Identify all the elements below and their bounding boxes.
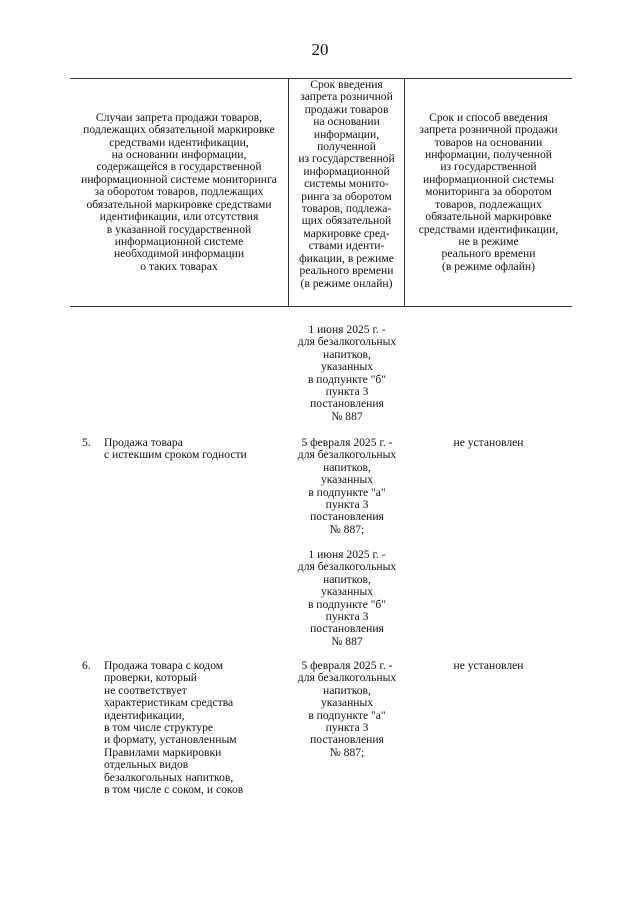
header-offline-deadline [405, 79, 572, 306]
header-cases [70, 79, 288, 306]
header-online-deadline [289, 79, 404, 306]
restrictions-table [70, 78, 572, 307]
row-5-number: 5. [82, 436, 91, 449]
header-cases-text: Случаи запрета продажи товаров, подлежащих обязательной маркировке средствами идентификации, на основании информации, содержащейся в государственной информационной системе мониторинга за оборотом товаров, подлежащих обязательной маркировке средствами идентификации, или отсутствия в указанной государственной информационной системе необходимой информации о таких товарах [81, 110, 277, 273]
carryover-online-b: 1 июня 2025 г. - для безалкогольных напитков, указанных в подпункте "б" пункта 3 постановления № 887 [297, 323, 397, 423]
row-5-online-a: 5 февраля 2025 г. - для безалкогольных напитков, указанных в подпункте "а" пункта 3 постановления № 887; [297, 436, 397, 536]
header-online-deadline-text: Срок введения запрета розничной продажи товаров на основании информации, полученной из государственной информационной системы монито- ринга за оборотом товаров, подлежа- щих обязательной маркировке сред- ствами иденти- фикации, в режиме реального времени (в режиме онлайн) [298, 78, 395, 290]
row-6-online-a: 5 февраля 2025 г. - для безалкогольных напитков, указанных в подпункте "а" пункта 3 постановления № 887; [297, 659, 397, 759]
row-5-online-b: 1 июня 2025 г. - для безалкогольных напитков, указанных в подпункте "б" пункта 3 постановления № 887 [297, 548, 397, 648]
page-number: 20 [311, 40, 329, 59]
row-6-offline: не установлен [453, 659, 524, 672]
row-6-case: Продажа товара с кодом проверки, который не соответствует характеристикам средства идентификации, в том числе структуре и формату, установленным Правилами маркировки отдельных видов безалкогольных напитков, в том числе с соком, и соков [104, 659, 244, 797]
row-5-case: Продажа товара с истекшим сроком годности [104, 436, 247, 462]
row-6-number: 6. [82, 659, 91, 672]
header-offline-deadline-text: Срок и способ введения запрета розничной продажи товаров на основании информации, полученной из государственной информационной системы мониторинга за оборотом товаров, подлежащих обязательной маркировке средствами идентификации, не в режиме реального времени (в режиме офлайн) [418, 110, 559, 273]
row-5-offline: не установлен [453, 436, 524, 449]
table-header-row [70, 79, 572, 307]
